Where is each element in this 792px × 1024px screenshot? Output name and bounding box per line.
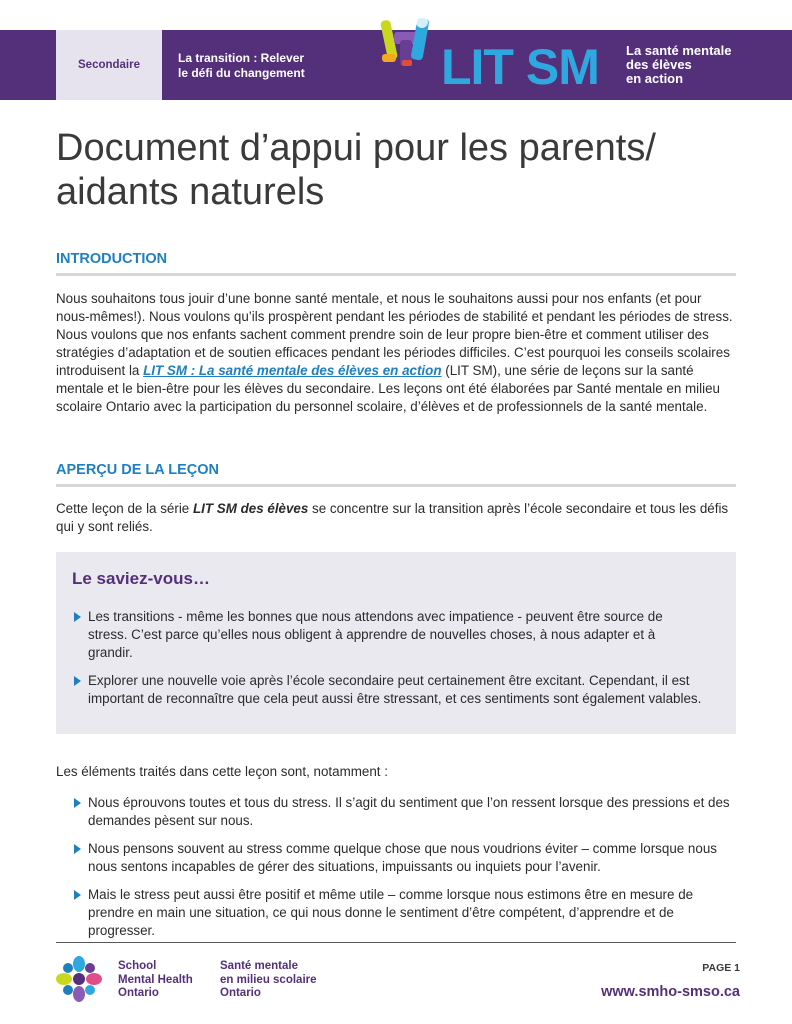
website-link[interactable]: www.smho-smso.ca [601,984,740,1000]
overview-text: se concentre sur la transition après l’école secondaire et tous les défis qui y sont reliés. [56,501,729,534]
list-item [56,608,702,662]
list-item-text: Nous éprouvons toutes et tous du stress. Il s’agit du sentiment que l’on ressent lorsque des pressions et des demandes pèsent sur nous. [88,795,730,828]
brand-subtitle-line: La santé mentale [626,43,732,58]
lit-sm-link[interactable]: LIT SM : La santé mentale des élèves en action [143,363,442,378]
org-name-french [220,960,317,1001]
overview-heading: APERÇU DE LA LEÇON [56,462,736,487]
list-item-text: Explorer une nouvelle voie après l’école secondaire peut certainement être excitant. Cependant, il est important de reconnaître que cela peut aussi être stressant, et ces sentiments sont également valables. [88,673,702,706]
org-name-line: en milieu scolaire [220,973,317,986]
org-name-line: Santé mentale [220,960,298,972]
org-name-line: Mental Health [118,973,193,986]
page-title-line: Document d’appui pour les parents/ [56,127,656,169]
page-number: PAGE 1 [702,962,740,974]
list-item [56,840,740,876]
elements-list [56,794,740,940]
lit-sm-logo-icon [380,14,436,68]
org-name-line: Ontario [118,987,159,999]
list-item [56,886,740,940]
footer-divider [56,942,736,943]
topic-line: La transition : Relever [178,51,305,65]
list-item [56,794,740,830]
intro-text: (LIT SM), une série de leçons sur la santé mentale et le bien-être pour les élèves du secondaire. Les leçons ont été élaborées par Santé mentale en milieu scolaire Ontario avec la participation du personnel scolaire, d’élèves et de professionnels de la santé mentale. [56,363,720,414]
page-title-line: aidants naturels [56,171,325,213]
brand-title: LIT SM [441,39,599,95]
list-item [56,672,702,708]
elements-intro: Les éléments traités dans cette leçon sont, notamment : [56,764,388,779]
arrow-bullet-icon [74,612,81,622]
page-title [56,126,756,214]
org-name-line: School [118,960,157,972]
brand-subtitle-line: des élèves [626,57,692,72]
arrow-bullet-icon [74,844,81,854]
intro-text: Nous souhaitons tous jouir d’une bonne santé mentale, et nous le souhaitons aussi pour nos enfants (et pour nous-mêmes!). Nous voulons qu’ils prospèrent pendant les périodes de stabilité et pendant les périodes de stress. Nous voulons que nos enfants sachent comment prendre soin de leur propre bien-être et comment utiliser des stratégies d’adaptation et de soutien efficaces pendant les périodes difficiles. C’est pourquoi les conseils scolaires introduisent la [56,291,733,378]
overview-bold-text: LIT SM des élèves [192,501,309,516]
callout-title: Le saviez-vous… [72,569,210,588]
level-tag: Secondaire [56,30,162,100]
brand-subtitle-line: en action [626,71,684,86]
overview-paragraph [56,500,738,536]
org-name-line: Ontario [220,987,261,999]
org-name-english [118,960,193,1001]
list-item-text: Nous pensons souvent au stress comme quelque chose que nous voudrions éviter – comme lorsque nous nous sentons incapables de gérer des situations, impuissants ou inquiets pour l’avenir. [88,841,717,874]
list-item-text: Mais le stress peut aussi être positif et même utile – comme lorsque nous estimons être en mesure de prendre en main une situation, ce qui nous donne le sentiment d’être compétent, d’apprendre et de progresser. [88,887,694,938]
topic-line: le défi du changement [178,66,305,80]
arrow-bullet-icon [74,890,81,900]
overview-text: Cette leçon de la série [56,501,193,516]
topic-label [178,51,348,81]
arrow-bullet-icon [74,676,81,686]
introduction-paragraph [56,290,738,416]
brand-subtitle [626,44,766,86]
list-item-text: Les transitions - même les bonnes que nous attendons avec impatience - peuvent être source de stress. C’est parce qu’elles nous obligent à apprendre de nouvelles choses, à nous adapter et à grandir. [88,609,663,660]
smho-logo-icon [56,956,102,1002]
did-you-know-callout [56,552,736,734]
callout-list [56,608,702,708]
introduction-heading: INTRODUCTION [56,251,736,276]
arrow-bullet-icon [74,798,81,808]
